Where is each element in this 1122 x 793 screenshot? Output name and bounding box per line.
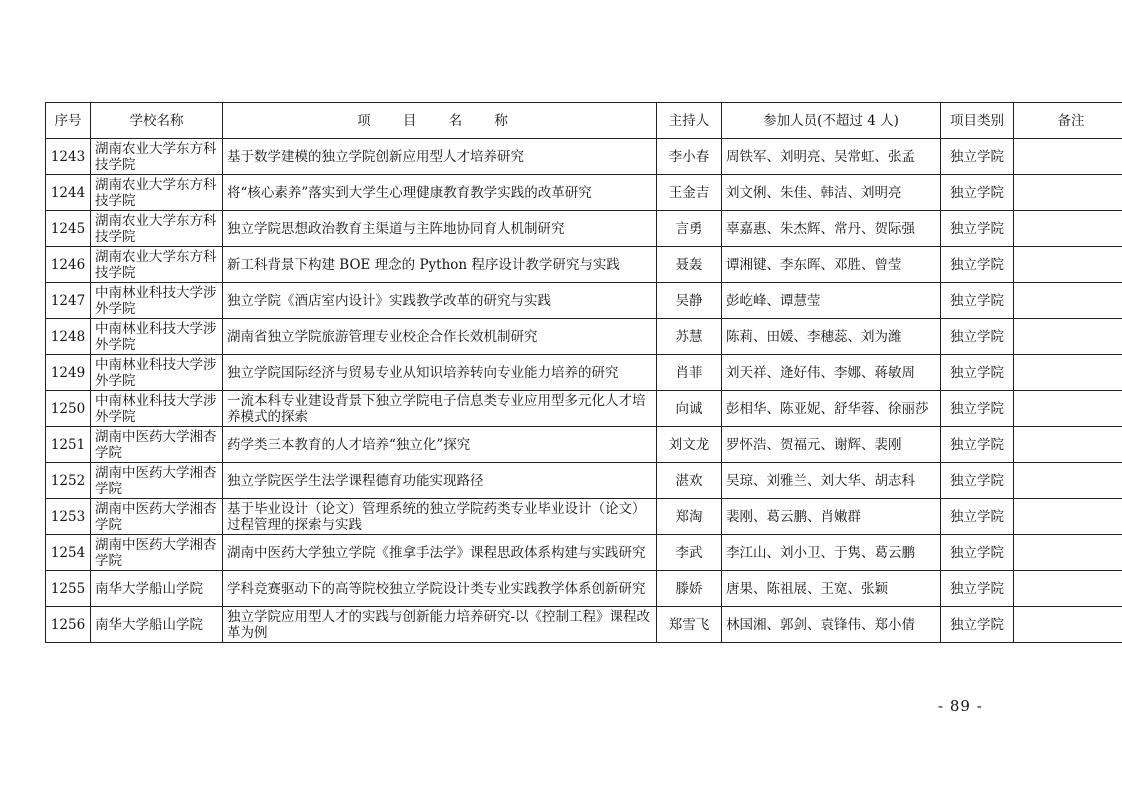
- table-row: [46, 319, 1122, 355]
- cell-no: 1244: [46, 175, 91, 211]
- table-row: [46, 607, 1122, 643]
- cell-members: 辜嘉惠、朱杰辉、常丹、贺际强: [722, 211, 941, 247]
- cell-no: 1252: [46, 463, 91, 499]
- cell-school: 中南林业科技大学涉外学院: [91, 319, 223, 355]
- cell-category: 独立学院: [941, 283, 1014, 319]
- table-row: [46, 283, 1122, 319]
- cell-remark: [1014, 355, 1122, 391]
- project-table: [45, 102, 1122, 643]
- cell-members: 彭相华、陈亚妮、舒华蓉、徐丽莎: [722, 391, 941, 427]
- page-number: - 89 -: [938, 697, 983, 715]
- cell-members: 裴刚、葛云鹏、肖嫩群: [722, 499, 941, 535]
- table-row: [46, 211, 1122, 247]
- cell-school: 湖南农业大学东方科技学院: [91, 175, 223, 211]
- cell-title: 独立学院医学生法学课程德育功能实现路径: [223, 463, 657, 499]
- cell-members: 唐果、陈祖展、王宽、张颖: [722, 571, 941, 607]
- cell-host: 郑淘: [657, 499, 722, 535]
- cell-school: 中南林业科技大学涉外学院: [91, 283, 223, 319]
- cell-no: 1251: [46, 427, 91, 463]
- cell-members: 吴琼、刘雅兰、刘大华、胡志科: [722, 463, 941, 499]
- cell-category: 独立学院: [941, 391, 1014, 427]
- table-row: [46, 427, 1122, 463]
- cell-remark: [1014, 319, 1122, 355]
- cell-title: 独立学院国际经济与贸易专业从知识培养转向专业能力培养的研究: [223, 355, 657, 391]
- cell-host: 言勇: [657, 211, 722, 247]
- cell-members: 林国湘、郭剑、袁锋伟、郑小倩: [722, 607, 941, 643]
- cell-remark: [1014, 283, 1122, 319]
- cell-host: 吴静: [657, 283, 722, 319]
- cell-no: 1250: [46, 391, 91, 427]
- cell-category: 独立学院: [941, 463, 1014, 499]
- cell-school: 中南林业科技大学涉外学院: [91, 355, 223, 391]
- cell-school: 湖南中医药大学湘杏学院: [91, 427, 223, 463]
- cell-members: 刘文俐、朱佳、韩洁、刘明亮: [722, 175, 941, 211]
- header-members: 参加人员(不超过 4 人): [722, 103, 941, 139]
- cell-school: 湖南中医药大学湘杏学院: [91, 535, 223, 571]
- table-row: [46, 247, 1122, 283]
- cell-category: 独立学院: [941, 499, 1014, 535]
- cell-school: 中南林业科技大学涉外学院: [91, 391, 223, 427]
- cell-school: 南华大学船山学院: [91, 571, 223, 607]
- cell-category: 独立学院: [941, 355, 1014, 391]
- cell-title: 药学类三本教育的人才培养“独立化”探究: [223, 427, 657, 463]
- cell-members: 彭屹峰、谭慧莹: [722, 283, 941, 319]
- cell-category: 独立学院: [941, 247, 1014, 283]
- cell-remark: [1014, 247, 1122, 283]
- cell-host: 肖菲: [657, 355, 722, 391]
- table-row: [46, 571, 1122, 607]
- cell-school: 湖南农业大学东方科技学院: [91, 211, 223, 247]
- cell-no: 1247: [46, 283, 91, 319]
- cell-school: 湖南中医药大学湘杏学院: [91, 499, 223, 535]
- cell-host: 王金吉: [657, 175, 722, 211]
- cell-no: 1243: [46, 139, 91, 175]
- cell-remark: [1014, 535, 1122, 571]
- cell-title: 基于毕业设计（论文）管理系统的独立学院药类专业毕业设计（论文）过程管理的探索与实践: [223, 499, 657, 535]
- cell-title: 一流本科专业建设背景下独立学院电子信息类专业应用型多元化人才培养模式的探索: [223, 391, 657, 427]
- table-row: [46, 355, 1122, 391]
- cell-no: 1255: [46, 571, 91, 607]
- cell-category: 独立学院: [941, 535, 1014, 571]
- cell-no: 1245: [46, 211, 91, 247]
- cell-no: 1246: [46, 247, 91, 283]
- cell-remark: [1014, 463, 1122, 499]
- cell-category: 独立学院: [941, 175, 1014, 211]
- cell-category: 独立学院: [941, 607, 1014, 643]
- header-school: 学校名称: [91, 103, 223, 139]
- table-row: [46, 139, 1122, 175]
- table-row: [46, 463, 1122, 499]
- cell-remark: [1014, 139, 1122, 175]
- cell-school: 南华大学船山学院: [91, 607, 223, 643]
- cell-remark: [1014, 607, 1122, 643]
- cell-remark: [1014, 211, 1122, 247]
- cell-title: 湖南中医药大学独立学院《推拿手法学》课程思政体系构建与实践研究: [223, 535, 657, 571]
- cell-host: 湛欢: [657, 463, 722, 499]
- cell-members: 刘天祥、逄好伟、李娜、蒋敏周: [722, 355, 941, 391]
- table-row: [46, 175, 1122, 211]
- cell-title: 新工科背景下构建 BOE 理念的 Python 程序设计教学研究与实践: [223, 247, 657, 283]
- cell-category: 独立学院: [941, 139, 1014, 175]
- cell-category: 独立学院: [941, 427, 1014, 463]
- cell-no: 1249: [46, 355, 91, 391]
- cell-category: 独立学院: [941, 319, 1014, 355]
- cell-title: 学科竞赛驱动下的高等院校独立学院设计类专业实践教学体系创新研究: [223, 571, 657, 607]
- cell-remark: [1014, 499, 1122, 535]
- cell-title: 将“核心素养”落实到大学生心理健康教育教学实践的改革研究: [223, 175, 657, 211]
- table-row: [46, 535, 1122, 571]
- cell-remark: [1014, 391, 1122, 427]
- cell-host: 聂轰: [657, 247, 722, 283]
- cell-host: 滕娇: [657, 571, 722, 607]
- cell-no: 1248: [46, 319, 91, 355]
- cell-title: 湖南省独立学院旅游管理专业校企合作长效机制研究: [223, 319, 657, 355]
- cell-title: 独立学院思想政治教育主渠道与主阵地协同育人机制研究: [223, 211, 657, 247]
- header-remark: 备注: [1014, 103, 1122, 139]
- cell-host: 郑雪飞: [657, 607, 722, 643]
- header-no: 序号: [46, 103, 91, 139]
- cell-remark: [1014, 175, 1122, 211]
- cell-remark: [1014, 571, 1122, 607]
- cell-members: 罗怀浩、贺福元、谢辉、裴刚: [722, 427, 941, 463]
- table-row: [46, 499, 1122, 535]
- cell-host: 李武: [657, 535, 722, 571]
- cell-category: 独立学院: [941, 211, 1014, 247]
- cell-members: 谭湘键、李东晖、邓胜、曾莹: [722, 247, 941, 283]
- cell-no: 1253: [46, 499, 91, 535]
- cell-members: 李江山、刘小卫、于隽、葛云鹏: [722, 535, 941, 571]
- cell-category: 独立学院: [941, 571, 1014, 607]
- cell-school: 湖南中医药大学湘杏学院: [91, 463, 223, 499]
- cell-title: 独立学院《酒店室内设计》实践教学改革的研究与实践: [223, 283, 657, 319]
- header-title: 项 目 名 称: [223, 103, 657, 139]
- cell-school: 湖南农业大学东方科技学院: [91, 247, 223, 283]
- cell-host: 苏慧: [657, 319, 722, 355]
- cell-members: 陈莉、田媛、李穗蕊、刘为潍: [722, 319, 941, 355]
- cell-school: 湖南农业大学东方科技学院: [91, 139, 223, 175]
- header-category: 项目类别: [941, 103, 1014, 139]
- cell-remark: [1014, 427, 1122, 463]
- header-row: [46, 103, 1122, 139]
- cell-host: 刘文龙: [657, 427, 722, 463]
- cell-title: 独立学院应用型人才的实践与创新能力培养研究-以《控制工程》课程改革为例: [223, 607, 657, 643]
- table-row: [46, 391, 1122, 427]
- header-host: 主持人: [657, 103, 722, 139]
- cell-no: 1254: [46, 535, 91, 571]
- cell-no: 1256: [46, 607, 91, 643]
- cell-host: 李小春: [657, 139, 722, 175]
- cell-members: 周铁军、刘明亮、吴常虹、张孟: [722, 139, 941, 175]
- cell-host: 向诚: [657, 391, 722, 427]
- cell-title: 基于数学建模的独立学院创新应用型人才培养研究: [223, 139, 657, 175]
